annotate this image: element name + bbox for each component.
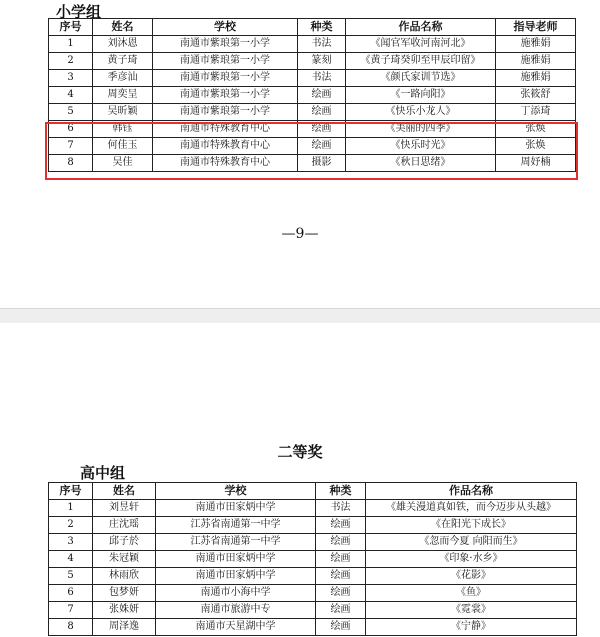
cell-work-title: 《黄子琦癸卯至甲辰印留》 — [346, 53, 496, 70]
cell-name: 邱子於 — [93, 534, 156, 551]
table-row — [49, 36, 576, 53]
column-header: 种类 — [298, 19, 346, 36]
cell-index: 8 — [49, 619, 93, 636]
document-page-upper — [0, 0, 600, 308]
cell-name: 林雨欣 — [93, 568, 156, 585]
cell-name: 吴佳 — [93, 155, 153, 172]
column-header: 姓名 — [93, 19, 153, 36]
page-number: —9— — [281, 226, 319, 242]
cell-work-title: 《颜氏家训节选》 — [346, 70, 496, 87]
cell-category: 绘画 — [316, 568, 366, 585]
table-row — [49, 155, 576, 172]
cell-name: 韩钰 — [93, 121, 153, 138]
cell-category: 书法 — [316, 500, 366, 517]
cell-school: 南通市田家炳中学 — [156, 500, 316, 517]
cell-category: 绘画 — [298, 104, 346, 121]
cell-category: 书法 — [298, 70, 346, 87]
cell-category: 绘画 — [316, 534, 366, 551]
cell-teacher: 施雅娟 — [496, 70, 576, 87]
cell-work-title: 《在阳光下成长》 — [366, 517, 577, 534]
table-header-row — [49, 19, 576, 36]
cell-category: 绘画 — [316, 619, 366, 636]
cell-school: 江苏省南通第一中学 — [156, 517, 316, 534]
cell-school: 南通市田家炳中学 — [156, 568, 316, 585]
cell-category: 绘画 — [316, 551, 366, 568]
table-row — [49, 104, 576, 121]
cell-school: 南通市紫琅第一小学 — [153, 87, 298, 104]
cell-work-title: 《花影》 — [366, 568, 577, 585]
cell-name: 朱冠颖 — [93, 551, 156, 568]
cell-category: 书法 — [298, 36, 346, 53]
cell-school: 南通市特殊教育中心 — [153, 121, 298, 138]
table-row — [49, 585, 577, 602]
column-header: 序号 — [49, 19, 93, 36]
table-row — [49, 500, 577, 517]
document-page-lower — [0, 323, 600, 637]
award-table-high-school — [48, 482, 577, 636]
cell-school: 南通市紫琅第一小学 — [153, 36, 298, 53]
cell-index: 7 — [49, 602, 93, 619]
cell-index: 4 — [49, 551, 93, 568]
cell-school: 南通市特殊教育中心 — [153, 155, 298, 172]
cell-teacher: 施雅娟 — [496, 36, 576, 53]
cell-name: 包梦妍 — [93, 585, 156, 602]
cell-school: 南通市天星湖中学 — [156, 619, 316, 636]
table-row — [49, 551, 577, 568]
cell-name: 吴昕颖 — [93, 104, 153, 121]
cell-index: 7 — [49, 138, 93, 155]
column-header: 学校 — [156, 483, 316, 500]
cell-teacher: 施雅娟 — [496, 53, 576, 70]
cell-index: 3 — [49, 70, 93, 87]
cell-school: 南通市旅游中专 — [156, 602, 316, 619]
cell-school: 南通市田家炳中学 — [156, 551, 316, 568]
cell-category: 绘画 — [316, 517, 366, 534]
column-header: 姓名 — [93, 483, 156, 500]
cell-work-title: 《一路向阳》 — [346, 87, 496, 104]
cell-index: 4 — [49, 87, 93, 104]
cell-work-title: 《宁静》 — [366, 619, 577, 636]
group-title-primary: 小学组 — [56, 3, 102, 21]
cell-index: 8 — [49, 155, 93, 172]
cell-name: 刘昱轩 — [93, 500, 156, 517]
column-header: 学校 — [153, 19, 298, 36]
column-header: 种类 — [316, 483, 366, 500]
page-separator — [0, 308, 600, 324]
cell-index: 5 — [49, 104, 93, 121]
cell-category: 绘画 — [298, 138, 346, 155]
cell-school: 南通市小海中学 — [156, 585, 316, 602]
cell-teacher: 周妤楠 — [496, 155, 576, 172]
cell-index: 2 — [49, 517, 93, 534]
cell-school: 江苏省南通第一中学 — [156, 534, 316, 551]
column-header: 序号 — [49, 483, 93, 500]
award-table-primary — [48, 18, 576, 172]
cell-index: 5 — [49, 568, 93, 585]
cell-name: 黄子琦 — [93, 53, 153, 70]
cell-work-title: 《美丽的四季》 — [346, 121, 496, 138]
table-row — [49, 53, 576, 70]
cell-name: 何佳玉 — [93, 138, 153, 155]
cell-name: 张姝妍 — [93, 602, 156, 619]
cell-work-title: 《秋日思绪》 — [346, 155, 496, 172]
table-row — [49, 121, 576, 138]
cell-work-title: 《雄关漫道真如铁，而今迈步从头越》 — [366, 500, 577, 517]
cell-category: 绘画 — [316, 602, 366, 619]
cell-name: 周泽逸 — [93, 619, 156, 636]
table-row — [49, 87, 576, 104]
cell-work-title: 《快乐小龙人》 — [346, 104, 496, 121]
cell-category: 绘画 — [298, 121, 346, 138]
cell-teacher: 丁添琦 — [496, 104, 576, 121]
cell-index: 3 — [49, 534, 93, 551]
cell-teacher: 张筱舒 — [496, 87, 576, 104]
cell-work-title: 《忽而今夏 向阳而生》 — [366, 534, 577, 551]
cell-index: 2 — [49, 53, 93, 70]
cell-category: 摄影 — [298, 155, 346, 172]
column-header: 作品名称 — [346, 19, 496, 36]
cell-teacher: 张焕 — [496, 121, 576, 138]
cell-work-title: 《印象·水乡》 — [366, 551, 577, 568]
table-row — [49, 534, 577, 551]
cell-work-title: 《鱼》 — [366, 585, 577, 602]
table-row — [49, 602, 577, 619]
cell-index: 6 — [49, 121, 93, 138]
table-row — [49, 70, 576, 87]
table-row — [49, 517, 577, 534]
group-title-high-school: 高中组 — [80, 464, 126, 482]
cell-index: 1 — [49, 36, 93, 53]
cell-work-title: 《闻官军收河南河北》 — [346, 36, 496, 53]
cell-category: 篆刻 — [298, 53, 346, 70]
section-title-second-prize: 二等奖 — [277, 443, 323, 461]
cell-name: 周奕呈 — [93, 87, 153, 104]
column-header: 指导老师 — [496, 19, 576, 36]
cell-school: 南通市紫琅第一小学 — [153, 104, 298, 121]
cell-name: 刘沐恩 — [93, 36, 153, 53]
table-row — [49, 568, 577, 585]
cell-work-title: 《快乐时光》 — [346, 138, 496, 155]
table-header-row — [49, 483, 577, 500]
cell-name: 季彦汕 — [93, 70, 153, 87]
cell-work-title: 《霓裳》 — [366, 602, 577, 619]
column-header: 作品名称 — [366, 483, 577, 500]
cell-school: 南通市紫琅第一小学 — [153, 70, 298, 87]
cell-school: 南通市特殊教育中心 — [153, 138, 298, 155]
cell-teacher: 张焕 — [496, 138, 576, 155]
cell-category: 绘画 — [298, 87, 346, 104]
cell-index: 6 — [49, 585, 93, 602]
cell-school: 南通市紫琅第一小学 — [153, 53, 298, 70]
table-row — [49, 619, 577, 636]
cell-index: 1 — [49, 500, 93, 517]
table-row — [49, 138, 576, 155]
cell-category: 绘画 — [316, 585, 366, 602]
cell-name: 庄沈瑶 — [93, 517, 156, 534]
